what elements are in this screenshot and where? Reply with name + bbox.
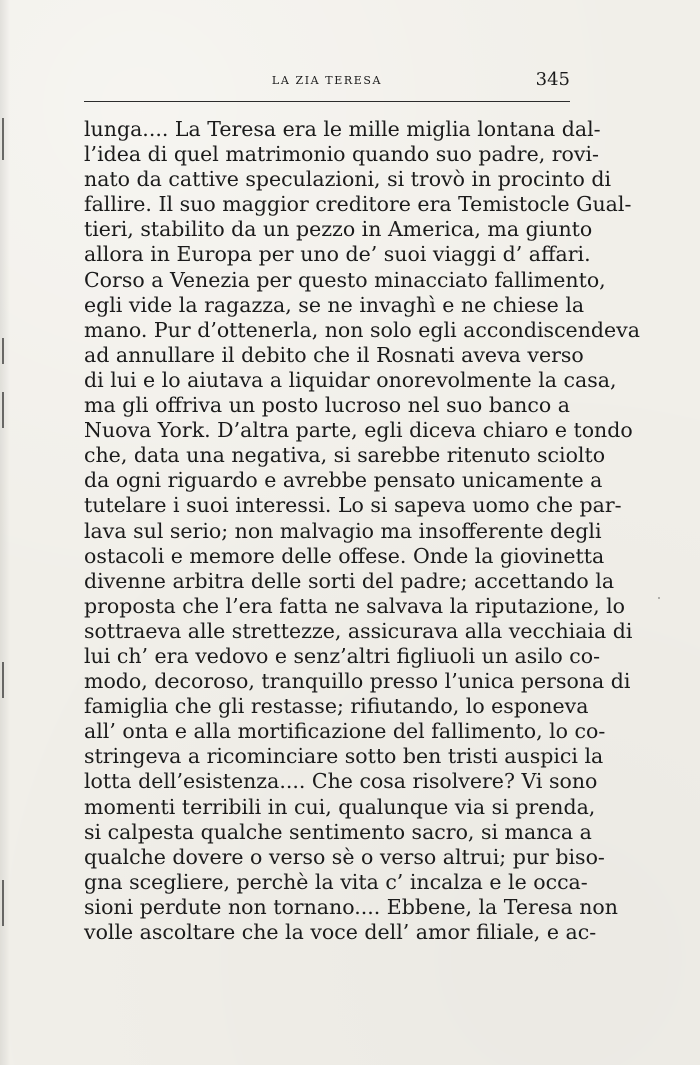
text-line: lotta dell’esistenza.... Che cosa risolvere? Vi sono <box>84 769 598 794</box>
paper-speck <box>581 155 583 157</box>
text-line: divenne arbitra delle sorti del padre; accettando la <box>84 568 615 593</box>
binding-mark <box>2 662 4 698</box>
text-line: volle ascoltare che la voce dell’ amor filiale, e ac- <box>84 920 597 944</box>
text-line: si calpesta qualche sentimento sacro, si manca a <box>84 819 592 844</box>
binding-mark <box>2 338 4 364</box>
text-line: egli vide la ragazza, se ne invaghì e ne chiese la <box>84 292 585 317</box>
text-line: gna scegliere, perchè la vita c’ incalza e le occa- <box>84 869 588 894</box>
page-number: 345 <box>535 69 570 90</box>
text-line: proposta che l’era fatta ne salvava la riputazione, lo <box>84 593 625 618</box>
text-line: l’idea di quel matrimonio quando suo padre, rovi- <box>84 142 599 167</box>
text-line: tieri, stabilito da un pezzo in America, ma giunto <box>84 217 593 242</box>
running-title: LA ZIA TERESA <box>271 74 383 87</box>
text-line: momenti terribili in cui, qualunque via si prenda, <box>84 794 596 819</box>
text-line: mano. Pur d’ottenerla, non solo egli accondiscendeva <box>84 317 640 342</box>
text-line: che, data una negativa, si sarebbe ritenuto sciolto <box>84 443 606 468</box>
text-line: ma gli offriva un posto lucroso nel suo banco a <box>84 393 570 418</box>
text-line: Nuova York. D’altra parte, egli diceva chiaro e tondo <box>84 418 633 443</box>
binding-mark <box>2 118 4 160</box>
running-header <box>84 68 570 92</box>
text-line: lui ch’ era vedovo e senz’altri figliuoli un asilo co- <box>84 643 601 668</box>
text-line: nato da cattive speculazioni, si trovò in procinto di <box>84 167 612 192</box>
text-line: qualche dovere o verso sè o verso altrui; pur biso- <box>84 844 605 869</box>
text-line: all’ onta e alla mortificazione del fallimento, lo co- <box>84 719 606 744</box>
header-rule <box>84 101 570 102</box>
text-line: allora in Europa per uno de’ suoi viaggi d’ affari. <box>84 242 591 267</box>
text-line: da ogni riguardo e avrebbe pensato unicamente a <box>84 468 603 493</box>
text-line: sioni perdute non tornano.... Ebbene, la Teresa non <box>84 894 618 919</box>
text-line: lava sul serio; non malvagio ma insofferente degli <box>84 518 602 543</box>
text-line: sottraeva alle strettezze, assicurava alla vecchiaia di <box>84 618 633 643</box>
text-line: famiglia che gli restasse; rifiutando, lo esponeva <box>84 694 589 719</box>
text-line: tutelare i suoi interessi. Lo si sapeva uomo che par- <box>84 493 622 518</box>
binding-mark <box>2 392 4 428</box>
text-line: modo, decoroso, tranquillo presso l’unica persona di <box>84 669 631 694</box>
text-line: fallire. Il suo maggior creditore era Temistocle Gual- <box>84 192 632 217</box>
text-line: lunga.... La Teresa era le mille miglia lontana dal- <box>84 117 601 141</box>
text-line: stringeva a ricominciare sotto ben tristi auspici la <box>84 744 604 769</box>
paper-speck <box>658 597 660 599</box>
text-line: ad annullare il debito che il Rosnati aveva verso <box>84 342 584 367</box>
binding-mark <box>2 880 4 926</box>
text-line: ostacoli e memore delle offese. Onde la giovinetta <box>84 543 605 568</box>
text-line: Corso a Venezia per questo minacciato fallimento, <box>84 267 606 292</box>
text-line: di lui e lo aiutava a liquidar onorevolmente la casa, <box>84 367 617 392</box>
body-text <box>84 117 640 945</box>
